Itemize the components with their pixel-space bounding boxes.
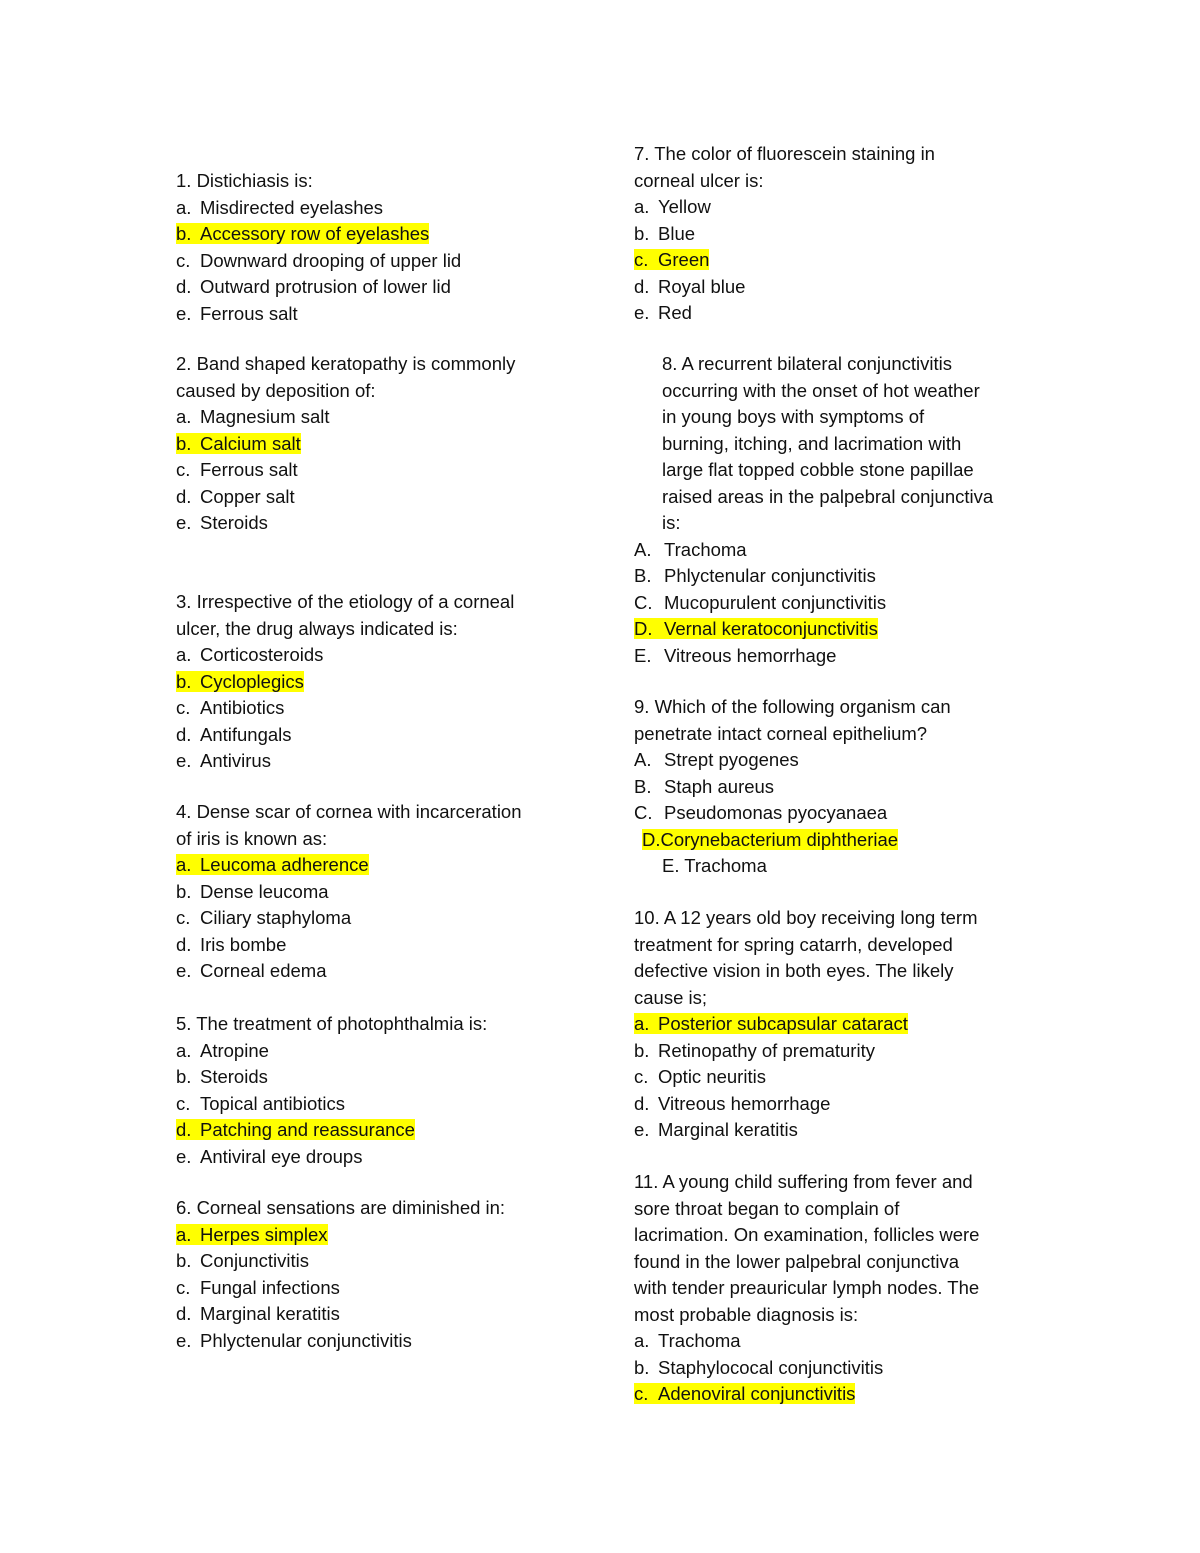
option-text: Staphylococal conjunctivitis (658, 1356, 884, 1378)
option-text: Antifungals (200, 723, 292, 745)
question-8-option (634, 537, 747, 564)
option-text: Steroids (200, 512, 268, 533)
option-letter: d. (176, 1303, 192, 1324)
option-letter: B. (634, 565, 652, 586)
question-6-option (176, 1222, 328, 1249)
option-letter: a. (176, 1223, 192, 1245)
question-5-option (176, 1117, 415, 1144)
option-text: Vitreous hemorrhage (658, 1092, 831, 1114)
option-text: Corneal edema (200, 960, 327, 981)
option-text: Antiviral eye droups (200, 1145, 363, 1167)
option-letter: b. (176, 880, 192, 902)
question-6-option (176, 1248, 309, 1275)
question-4-stem-line: of iris is known as: (176, 827, 328, 849)
option-content (176, 724, 292, 745)
option-text: Antibiotics (200, 697, 285, 718)
question-10-option (634, 1117, 798, 1144)
option-letter: c. (634, 249, 649, 270)
option-letter: b. (634, 1039, 650, 1061)
option-text: Patching and reassurance (200, 1119, 415, 1140)
option-content (634, 1357, 883, 1378)
correct-answer-highlight (642, 829, 898, 850)
option-content (176, 406, 330, 427)
option-text: Trachoma (658, 1330, 741, 1351)
question-1-option (176, 248, 461, 275)
option-content (662, 855, 767, 876)
option-text: Green (658, 249, 710, 270)
option-letter: b. (634, 1356, 650, 1378)
option-content (176, 1303, 340, 1324)
question-2-option (176, 457, 298, 484)
option-text: Blue (658, 222, 696, 244)
question-11-stem-line: 11. A young child suffering from fever and (634, 1171, 973, 1192)
option-text: Yellow (658, 196, 711, 217)
option-content (634, 645, 836, 666)
option-letter: b. (176, 670, 192, 692)
question-1-option (176, 195, 383, 222)
option-letter: c. (634, 1383, 649, 1404)
option-content (176, 486, 295, 507)
question-11-option (634, 1355, 883, 1382)
question-10-option (634, 1091, 830, 1118)
question-8-option (634, 590, 886, 617)
option-text: Cycloplegics (200, 670, 304, 692)
correct-answer-highlight (634, 249, 709, 270)
question-9-option (634, 800, 887, 827)
option-content (176, 1146, 362, 1167)
question-11-stem-line: sore throat began to complain of (634, 1197, 900, 1219)
option-text: Pseudomonas pyocyanaea (664, 802, 888, 823)
option-content (634, 1330, 741, 1351)
option-content (176, 960, 327, 981)
option-content (634, 1040, 875, 1061)
question-8-stem-line: large flat topped cobble stone papillae (662, 459, 974, 480)
question-9-option (662, 853, 767, 880)
question-9-stem-line: penetrate intact corneal epithelium? (634, 722, 928, 744)
question-11-option (634, 1381, 855, 1408)
option-text: Vernal keratoconjunctivitis (664, 618, 878, 639)
question-5-option (176, 1038, 269, 1065)
option-text: Phlyctenular conjunctivitis (664, 565, 876, 586)
question-11-stem-line: lacrimation. On examination, follicles were (634, 1224, 980, 1245)
question-2-option (176, 431, 301, 458)
option-content (634, 223, 695, 244)
option-content (176, 881, 329, 902)
option-text: Red (658, 302, 692, 323)
option-letter: E. (634, 644, 652, 666)
option-letter: A. (634, 749, 652, 770)
question-1-option (176, 274, 451, 301)
option-letter: c. (176, 907, 191, 928)
option-text: Phlyctenular conjunctivitis (200, 1329, 412, 1351)
option-text: Posterior subcapsular cataract (658, 1013, 908, 1034)
question-3-option (176, 669, 304, 696)
option-letter: c. (176, 459, 191, 480)
option-letter: c. (176, 697, 191, 718)
question-10-option (634, 1011, 908, 1038)
option-content (176, 276, 451, 297)
option-letter: d. (634, 1092, 650, 1114)
option-text: Atropine (200, 1039, 269, 1061)
option-content (176, 750, 271, 771)
correct-answer-highlight (176, 1119, 415, 1140)
question-2-option (176, 404, 330, 431)
option-letter: e. (176, 960, 192, 981)
question-4-option (176, 905, 351, 932)
option-text: Royal blue (658, 275, 746, 297)
question-6-option (176, 1301, 340, 1328)
option-letter: b. (634, 222, 650, 244)
option-text: Corticosteroids (200, 644, 324, 665)
question-5-option (176, 1091, 345, 1118)
question-7-option (634, 300, 692, 327)
option-letter: C. (634, 802, 653, 823)
question-10-option (634, 1064, 766, 1091)
option-text: Misdirected eyelashes (200, 196, 384, 218)
question-11-stem-line: with tender preauricular lymph nodes. The (634, 1277, 980, 1298)
question-7-stem-line: 7. The color of fluorescein staining in (634, 143, 935, 164)
correct-answer-highlight (634, 618, 878, 639)
option-letter: d. (176, 933, 192, 955)
option-text: Ciliary staphyloma (200, 907, 352, 928)
option-letter: d. (176, 485, 192, 507)
option-text: Conjunctivitis (200, 1250, 309, 1271)
option-letter: a. (176, 406, 192, 427)
question-10-stem-line: cause is; (634, 986, 708, 1008)
correct-answer-highlight (634, 1383, 855, 1404)
option-text: Outward protrusion of lower lid (200, 276, 451, 297)
option-text: Marginal keratitis (658, 1119, 798, 1140)
option-content (634, 749, 799, 770)
option-letter: d. (176, 1119, 192, 1140)
option-letter: c. (176, 1092, 191, 1114)
option-letter: b. (176, 1250, 192, 1271)
option-text: Steroids (200, 1066, 268, 1087)
question-10-stem-line: treatment for spring catarrh, developed (634, 933, 953, 955)
question-10-stem-line: defective vision in both eyes. The likely (634, 960, 954, 981)
option-letter: a. (176, 644, 192, 665)
correct-answer-highlight (634, 1013, 908, 1034)
question-2-option (176, 484, 295, 511)
option-letter: a. (634, 1013, 650, 1034)
question-4-option (176, 958, 327, 985)
option-content (634, 302, 692, 323)
question-7-option (634, 274, 745, 301)
question-5-stem-line: 5. The treatment of photophthalmia is: (176, 1013, 488, 1034)
option-letter: e. (176, 750, 192, 771)
option-content (176, 197, 383, 218)
question-8-option (634, 563, 876, 590)
option-text: Iris bombe (200, 933, 287, 955)
option-letter: e. (634, 302, 650, 323)
question-11-stem-line: most probable diagnosis is: (634, 1303, 859, 1325)
question-3-option (176, 722, 292, 749)
option-text: Ferrous salt (200, 302, 298, 324)
option-text: Leucoma adherence (200, 854, 369, 875)
option-text: Optic neuritis (658, 1066, 766, 1087)
question-8-option (634, 643, 836, 670)
question-8-stem-line: in young boys with symptoms of (662, 406, 925, 427)
correct-answer-highlight (176, 223, 429, 244)
option-text: Retinopathy of prematurity (658, 1039, 875, 1061)
option-letter: c. (176, 249, 191, 271)
option-letter: e. (176, 1145, 192, 1167)
correct-answer-highlight (176, 1224, 328, 1245)
question-1-option (176, 221, 429, 248)
option-letter: D. (634, 618, 653, 639)
option-letter: e. (176, 302, 192, 324)
option-text: D.Corynebacterium diphtheriae (642, 828, 899, 850)
option-content (634, 1093, 830, 1114)
option-text: Fungal infections (200, 1276, 340, 1298)
option-content (634, 802, 887, 823)
option-text: Trachoma (664, 538, 747, 560)
question-2-stem-line: caused by deposition of: (176, 379, 376, 401)
option-text: Staph aureus (664, 775, 775, 797)
option-letter: d. (176, 276, 192, 297)
question-9-option (634, 747, 799, 774)
option-content (634, 592, 886, 613)
option-content (634, 539, 747, 560)
question-2-stem-line: 2. Band shaped keratopathy is commonly (176, 353, 516, 374)
correct-answer-highlight (176, 671, 304, 692)
option-text: Downward drooping of upper lid (200, 249, 462, 271)
option-text: Mucopurulent conjunctivitis (664, 591, 887, 613)
option-content (176, 459, 298, 480)
question-5-option (176, 1144, 362, 1171)
option-content (176, 934, 286, 955)
option-text: Adenoviral conjunctivitis (658, 1383, 856, 1404)
option-content (176, 512, 268, 533)
question-1-option (176, 301, 298, 328)
question-6-stem-line: 6. Corneal sensations are diminished in: (176, 1197, 506, 1218)
option-text: E. Trachoma (662, 855, 767, 876)
option-content (634, 196, 711, 217)
option-text: Copper salt (200, 485, 295, 507)
option-text: Herpes simplex (200, 1223, 328, 1245)
question-3-option (176, 695, 284, 722)
option-content (176, 1066, 268, 1087)
question-8-stem-line: raised areas in the palpebral conjunctiva (662, 485, 994, 507)
correct-answer-highlight (176, 854, 369, 875)
option-letter: a. (634, 196, 650, 217)
question-4-stem-line: 4. Dense scar of cornea with incarceration (176, 801, 522, 822)
option-text: Vitreous hemorrhage (664, 644, 837, 666)
question-3-option (176, 642, 323, 669)
option-text: Calcium salt (200, 432, 301, 454)
option-content (176, 1040, 269, 1061)
question-5-option (176, 1064, 268, 1091)
question-3-stem-line: ulcer, the drug always indicated is: (176, 617, 458, 639)
option-content (176, 1250, 309, 1271)
option-letter: b. (176, 223, 192, 244)
question-9-option (634, 774, 774, 801)
option-content (176, 1277, 340, 1298)
option-content (634, 1119, 798, 1140)
option-text: Strept pyogenes (664, 749, 799, 770)
question-6-option (176, 1275, 340, 1302)
question-3-option (176, 748, 271, 775)
option-letter: a. (176, 1039, 192, 1061)
question-8-stem-line: occurring with the onset of hot weather (662, 379, 980, 401)
question-7-option (634, 247, 709, 274)
option-content (176, 250, 461, 271)
question-3-stem-line: 3. Irrespective of the etiology of a corneal (176, 591, 515, 612)
question-11-option (634, 1328, 741, 1355)
option-content (634, 276, 745, 297)
option-letter: e. (634, 1119, 650, 1140)
question-8-option (634, 616, 878, 643)
option-letter: a. (634, 1330, 650, 1351)
question-9-stem-line: 9. Which of the following organism can (634, 696, 951, 717)
question-4-option (176, 879, 329, 906)
option-text: Topical antibiotics (200, 1092, 345, 1114)
option-text: Magnesium salt (200, 406, 330, 427)
question-10-stem-line: 10. A 12 years old boy receiving long term (634, 907, 978, 928)
option-letter: B. (634, 775, 652, 797)
option-letter: A. (634, 538, 652, 560)
question-7-option (634, 221, 695, 248)
option-letter: e. (176, 512, 192, 533)
option-letter: a. (176, 854, 192, 875)
option-text: Dense leucoma (200, 880, 329, 902)
question-7-option (634, 194, 711, 221)
option-letter: d. (176, 723, 192, 745)
option-content (634, 565, 876, 586)
option-content (634, 1066, 766, 1087)
option-letter: a. (176, 196, 192, 218)
option-text: Antivirus (200, 750, 271, 771)
option-content (176, 303, 298, 324)
option-content (634, 776, 774, 797)
option-text: Ferrous salt (200, 459, 298, 480)
option-letter: C. (634, 591, 653, 613)
correct-answer-highlight (176, 433, 301, 454)
option-content (176, 1093, 345, 1114)
option-content (176, 644, 323, 665)
question-8-stem-line: is: (662, 512, 681, 533)
question-2-option (176, 510, 268, 537)
question-8-stem-line: burning, itching, and lacrimation with (662, 432, 962, 454)
option-text: Marginal keratitis (200, 1303, 340, 1324)
option-letter: c. (634, 1066, 649, 1087)
question-4-option (176, 852, 369, 879)
question-8-stem-line: 8. A recurrent bilateral conjunctivitis (662, 353, 952, 374)
option-content (176, 1330, 412, 1351)
question-6-option (176, 1328, 412, 1355)
option-letter: d. (634, 275, 650, 297)
question-9-option (642, 827, 898, 854)
question-11-stem-line: found in the lower palpebral conjunctiva (634, 1250, 959, 1272)
option-content (176, 907, 351, 928)
question-4-option (176, 932, 286, 959)
question-7-stem-line: corneal ulcer is: (634, 169, 764, 191)
option-letter: e. (176, 1329, 192, 1351)
option-content (176, 697, 284, 718)
option-letter: b. (176, 432, 192, 454)
question-10-option (634, 1038, 875, 1065)
option-text: Accessory row of eyelashes (200, 223, 430, 244)
option-letter: c. (176, 1276, 191, 1298)
question-1-stem-line: 1. Distichiasis is: (176, 170, 313, 191)
option-letter: b. (176, 1066, 192, 1087)
